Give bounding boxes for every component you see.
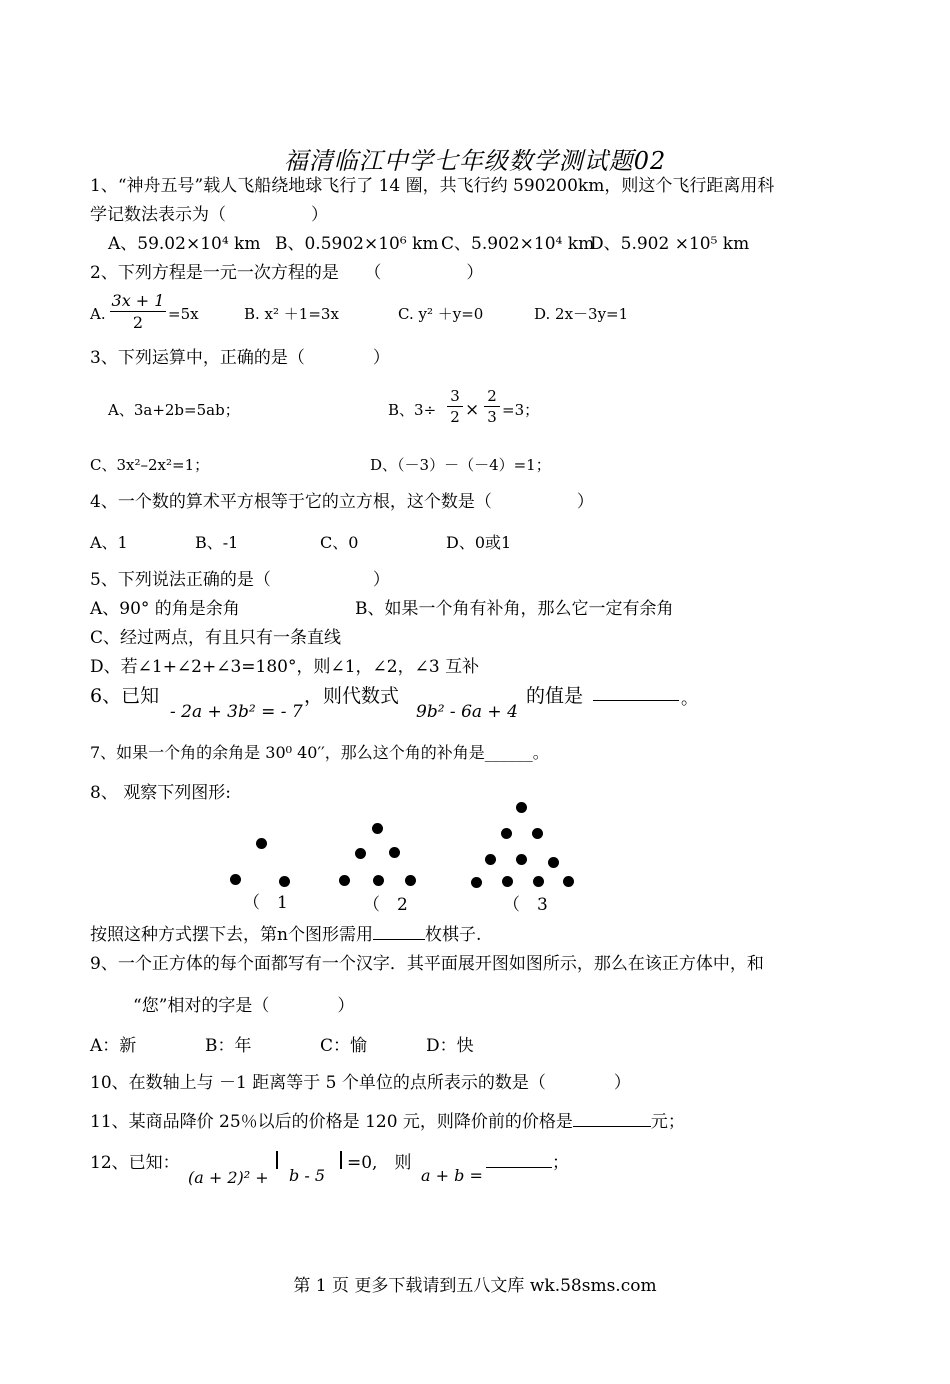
q2-option-b: B. x² ＋1=3x bbox=[244, 305, 339, 323]
q10-stem: 10、在数轴上与 －1 距离等于 5 个单位的点所表示的数是（ ） bbox=[90, 1073, 631, 1093]
q9-line2: “您”相对的字是（ ） bbox=[133, 996, 355, 1016]
q8-stem: 8、 观察下列图形: bbox=[90, 783, 231, 803]
q3-fraction-1-numerator: 3 bbox=[450, 387, 460, 405]
figure-2-dot bbox=[389, 847, 400, 858]
figure-3-dot bbox=[501, 828, 512, 839]
q3-option-b-prefix: B、3÷ bbox=[388, 401, 437, 419]
q1-line1: 1、“神舟五号”载人飞船绕地球飞行了 14 圈，共飞行约 590200km，则这个飞行距离用科 bbox=[90, 176, 775, 196]
figure-2-dot bbox=[355, 848, 366, 859]
figure-3-dot bbox=[516, 854, 527, 865]
q2-fraction-numerator: 3x + 1 bbox=[111, 291, 165, 310]
q3-fraction-2-denominator: 3 bbox=[487, 408, 497, 426]
q8-rule-suffix: 枚棋子. bbox=[424, 925, 482, 945]
q5-option-b: B、如果一个角有补角，那么它一定有余角 bbox=[355, 599, 674, 619]
q2-stem: 2、下列方程是一元一次方程的是 （ ） bbox=[90, 263, 484, 283]
q1-option-a: A、59.02×10⁴ km bbox=[108, 234, 261, 254]
abs-bar-left bbox=[276, 1151, 278, 1169]
q8-rule-prefix: 按照这种方式摆下去，第n个图形需用 bbox=[90, 925, 373, 945]
figure-1-dot bbox=[230, 874, 241, 885]
figure-2-dot bbox=[405, 875, 416, 886]
figure-3-dot bbox=[548, 857, 559, 868]
figure-3-dot bbox=[563, 876, 574, 887]
q12-answer bbox=[486, 1152, 569, 1174]
q12-square-term: (a + 2)² + bbox=[188, 1168, 269, 1187]
figure-1-dot bbox=[279, 876, 290, 887]
q8-answer-blank bbox=[373, 925, 425, 940]
figure-2-dot bbox=[373, 875, 384, 886]
figure-3-dot bbox=[533, 876, 544, 887]
q3-fraction-1 bbox=[447, 387, 463, 426]
q12-sum-expression: a + b = bbox=[421, 1166, 483, 1185]
q1-option-c: C、5.902×10⁴ km bbox=[441, 234, 595, 254]
q9-line1: 9、一个正方体的每个面都写有一个汉字．其平面展开图如图所示，那么在该正方体中，和 bbox=[90, 954, 764, 974]
q6-end: 。 bbox=[681, 689, 698, 709]
figure-3-dot bbox=[502, 876, 513, 887]
q4-option-c: C、0 bbox=[320, 533, 359, 552]
q3-option-d: D、（－3）－（－4）=1； bbox=[370, 456, 551, 474]
q2-fraction-denominator: 2 bbox=[132, 313, 144, 332]
q4-option-d: D、0或1 bbox=[446, 533, 512, 552]
figure-3-dot bbox=[471, 877, 482, 888]
abs-bar-right bbox=[340, 1151, 342, 1169]
q1-line2: 学记数法表示为（ ） bbox=[90, 205, 328, 225]
q12-answer-blank bbox=[486, 1153, 552, 1168]
q12-end: ； bbox=[552, 1153, 569, 1173]
q5-stem: 5、下列说法正确的是（ ） bbox=[90, 570, 390, 590]
q11-prefix: 11、某商品降价 25％以后的价格是 120 元，则降价前的价格是 bbox=[90, 1112, 573, 1132]
q12-prefix: 12、已知： bbox=[90, 1153, 180, 1173]
figure-3-dot bbox=[516, 802, 527, 813]
figure-2-dot bbox=[339, 875, 350, 886]
figure-2-dot bbox=[372, 823, 383, 834]
figure-3-dot bbox=[532, 828, 543, 839]
q8-rule bbox=[90, 924, 481, 946]
q3-fraction-2 bbox=[484, 387, 500, 426]
fraction-bar bbox=[484, 406, 500, 407]
q1-option-d: D、5.902 ×10⁵ km bbox=[590, 234, 750, 254]
q9-option-b: B：年 bbox=[205, 1036, 252, 1056]
q5-option-d: D、若∠1+∠2+∠3=180°，则∠1，∠2，∠3 互补 bbox=[90, 657, 480, 677]
q2-option-a-prefix: A. bbox=[90, 305, 106, 323]
q12-abs-term: b - 5 bbox=[289, 1166, 325, 1185]
q3-option-c: C、3x²–2x²=1； bbox=[90, 456, 210, 474]
page-footer: 第 1 页 更多下载请到五八文库 wk.58sms.com bbox=[293, 1276, 657, 1296]
q6-mid: ，则代数式 bbox=[304, 685, 400, 707]
page-title: 福清临江中学七年级数学测试题02 bbox=[283, 147, 667, 175]
figure-2-label: （ 2 bbox=[363, 895, 408, 915]
q5-option-a: A、90° 的角是余角 bbox=[90, 599, 240, 619]
fraction-bar bbox=[110, 311, 166, 312]
q2-option-d: D. 2x－3y=1 bbox=[534, 305, 629, 323]
fraction-bar bbox=[447, 406, 463, 407]
q11-answer-blank bbox=[573, 1112, 651, 1127]
q4-stem: 4、一个数的算术平方根等于它的立方根，这个数是（ ） bbox=[90, 492, 594, 512]
q3-fraction-1-denominator: 2 bbox=[450, 408, 460, 426]
q9-option-a: A：新 bbox=[90, 1036, 137, 1056]
q11-line bbox=[90, 1111, 685, 1133]
q2-option-a-suffix: =5x bbox=[168, 305, 199, 323]
q2-option-c: C. y² ＋y=0 bbox=[398, 305, 484, 323]
q3-fraction-2-numerator: 2 bbox=[487, 387, 497, 405]
q3-stem: 3、下列运算中，正确的是（ ） bbox=[90, 348, 390, 368]
q3-option-a: A、3a+2b=5ab； bbox=[108, 401, 240, 419]
q4-option-b: B、-1 bbox=[195, 533, 239, 552]
q12-mid: =0, 则 bbox=[347, 1153, 412, 1173]
figure-1-dot bbox=[256, 838, 267, 849]
figure-3-dot bbox=[485, 854, 496, 865]
q4-option-a: A、1 bbox=[90, 533, 128, 552]
q5-option-c: C、经过两点，有且只有一条直线 bbox=[90, 628, 342, 648]
q6-prefix: 6、已知 bbox=[90, 685, 160, 707]
q9-option-c: C：愉 bbox=[320, 1036, 368, 1056]
q7-stem: 7、如果一个角的余角是 30⁰ 40′′，那么这个角的补角是______。 bbox=[90, 743, 549, 762]
q6-answer-blank bbox=[593, 685, 679, 707]
q2-option-a-fraction bbox=[110, 291, 166, 332]
q6-target-expression: 9b² - 6a + 4 bbox=[416, 702, 518, 722]
figure-3-label: （ 3 bbox=[503, 895, 548, 915]
q11-suffix: 元； bbox=[650, 1112, 685, 1132]
q3-option-b-suffix: =3； bbox=[502, 401, 540, 419]
q1-option-b: B、0.5902×10⁶ km bbox=[275, 234, 439, 254]
q6-given-expression: - 2a + 3b² = - 7 bbox=[170, 702, 303, 722]
q6-suffix: 的值是 bbox=[526, 685, 584, 707]
q9-option-d: D：快 bbox=[426, 1036, 474, 1056]
q3-times-sign: × bbox=[465, 400, 480, 420]
figure-1-label: （ 1 bbox=[243, 893, 288, 913]
